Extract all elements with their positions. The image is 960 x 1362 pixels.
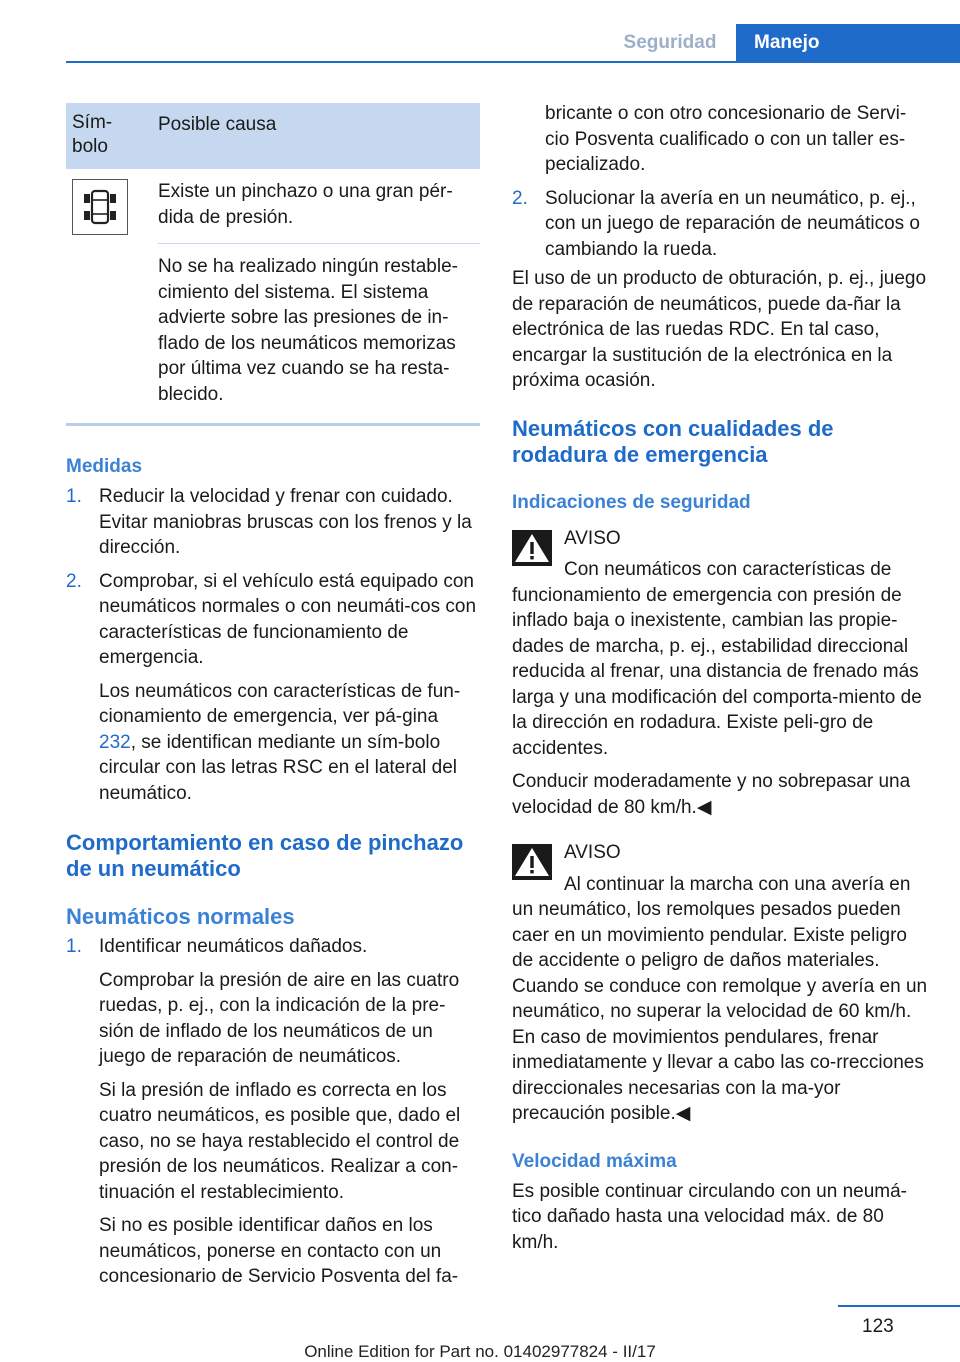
page-header bbox=[0, 0, 960, 62]
table-row bbox=[66, 169, 480, 423]
warning-triangle-icon bbox=[512, 530, 552, 574]
list-item: 1. Identificar neumáticos dañados. Comprobar la presión de aire en las cuatro ruedas, p. ej., con la indicación de la pre-sión de inflado de los neumáticos de un juego de reparación de neumáticos. Si la presión de inflado es correcta en los cuatro neumáticos, es posible que, dado el caso, no se haya restablecido el control de presión de los neumáticos. Realizar a con-tinuación el restablecimiento. Si no es posible identificar daños en los neumáticos, ponerse en contacto con un concesionario de Servicio Posventa del fa- bbox=[66, 936, 461, 1287]
warning-triangle-icon bbox=[512, 844, 552, 888]
speed-heading: Velocidad máxima bbox=[512, 1150, 677, 1172]
list-item: 2. Comprobar, si el vehículo está equipado con neumáticos normales o con neumáti-cos con características de funcionamiento de emergencia. Los neumáticos con características de fun-cionamiento de emergencia, ver pá-gina 232, se identifican mediante un sím-bolo circular con las letras RSC en el lateral del neumático. bbox=[66, 570, 477, 804]
tab-seguridad[interactable]: Seguridad bbox=[623, 32, 717, 53]
cause-no-reset: No se ha realizado ningún restable-cimiento del sistema. El sistema advierte sobre las presiones de in-flado de los neumáticos memorizas por última vez cuando se ha resta-blecido. bbox=[158, 256, 458, 405]
footer-divider bbox=[838, 1305, 960, 1307]
rdc-note: El uso de un producto de obturación, p. ej., juego de reparación de neumáticos, puede da-ñar la electrónica de las ruedas RDC. En tal caso, encargar la sustitución de la electrónica en la próxima ocasión. bbox=[512, 268, 927, 391]
header-divider bbox=[66, 61, 960, 63]
table-header bbox=[66, 103, 480, 169]
runflat-heading: Neumáticos con cualidades de rodadura de emergencia bbox=[512, 415, 834, 467]
warning-title: AVISO bbox=[564, 527, 621, 549]
warning-block-1: AVISO Con neumáticos con características de funcionamiento de emergencia con presión de inflado baja o inexistente, cambian las propie-dades de marcha, p. ej., estabilidad direccional reducida al frenar, una distancia de frenado más larga y una modificación del comporta-miento de la dirección en rodadura. Existe peli-gro de accidentes. Conducir moderadamente y no sobrepasar una velocidad de 80 km/h.◀ bbox=[512, 526, 928, 821]
tire-pressure-warning-icon bbox=[72, 179, 128, 235]
warning-block-2: AVISO Al continuar la marcha con una avería en un neumático, los remolques pesados pueden caer en un movimiento pendular. Existe peligro de accidente o peligro de daños materiales. Cuando se conduce con remolque y avería en un neumático, no superar la velocidad de 60 km/h. En caso de movimientos pendulares, frenar inmediatamente y llevar a cabo las co-rrecciones direccionales necesarias con la ma-yor precaución posible.◀ bbox=[512, 842, 928, 1124]
continued-text: bricante o con otro concesionario de Servi-cio Posventa cualificado o con un taller es-pecializado. bbox=[545, 103, 907, 175]
list-item: 2. Solucionar la avería en un neumático, p. ej., con un juego de reparación de neumáticos o cambiando la rueda. bbox=[512, 187, 920, 260]
medidas-heading: Medidas bbox=[66, 456, 143, 477]
normales-heading: Neumáticos normales bbox=[66, 904, 295, 929]
page-number: 123 bbox=[862, 1316, 894, 1337]
left-column bbox=[66, 103, 480, 1290]
table-header-cause: Posible causa bbox=[158, 114, 277, 135]
warning-title: AVISO bbox=[564, 842, 621, 863]
right-column bbox=[512, 101, 928, 1255]
table-header-symbol: Sím-bolo bbox=[72, 112, 113, 157]
tab-manejo[interactable]: Manejo bbox=[736, 24, 960, 62]
medidas-steps bbox=[66, 484, 480, 806]
cause-puncture: Existe un pinchazo o una gran pér-dida de presión. bbox=[158, 179, 480, 244]
safety-heading: Indicaciones de seguridad bbox=[512, 491, 751, 513]
page-232-link[interactable]: 232 bbox=[99, 731, 131, 753]
speed-text: Es posible continuar circulando con un neumá-tico dañado hasta una velocidad máx. de 80 km/h. bbox=[512, 1180, 908, 1253]
list-item: 1. Reducir la velocidad y frenar con cuidado. Evitar maniobras bruscas con los frenos y la dirección. bbox=[66, 486, 472, 558]
comportamiento-heading: Comportamiento en caso de pinchazo de un neumático bbox=[66, 830, 464, 881]
edition-footer: Online Edition for Part no. 01402977824 - II/17 bbox=[304, 1342, 656, 1361]
symbol-table bbox=[66, 103, 480, 426]
normales-steps bbox=[66, 934, 480, 1290]
normales-steps-continued bbox=[512, 186, 928, 263]
